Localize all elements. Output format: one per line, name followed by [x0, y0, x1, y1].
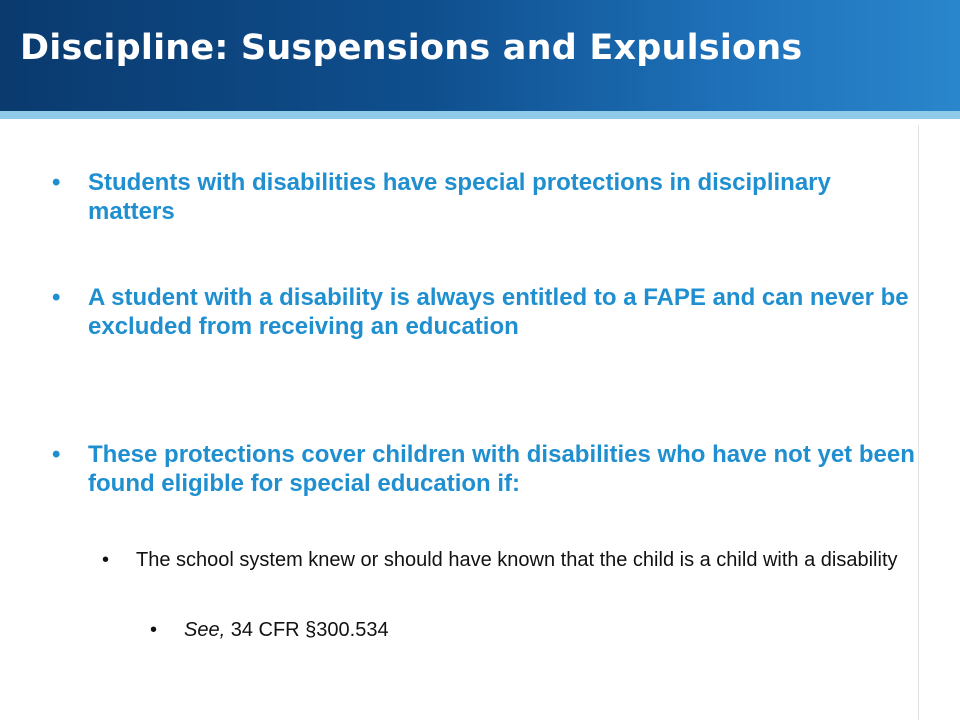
bullet-marker: •: [52, 284, 61, 311]
citation-bullet: [150, 618, 884, 642]
bullet-fape-entitlement: [52, 283, 918, 341]
sub-bullet-text: The school system knew or should have known that the child is a child with a disability: [136, 549, 898, 571]
bullet-marker: •: [52, 169, 61, 196]
citation-reference: 34 CFR §300.534: [225, 619, 389, 641]
bullet-marker: •: [102, 549, 110, 571]
bullet-marker: •: [52, 441, 61, 468]
bullet-marker: •: [150, 619, 158, 641]
bullet-special-protections: [52, 168, 908, 226]
bullet-text: A student with a disability is always entitled to a FAPE and can never be excluded from receiving an education: [88, 284, 909, 340]
bullet-text: These protections cover children with disabilities who have not yet been found eligible for special education if:: [88, 441, 915, 497]
bullet-text: Students with disabilities have special protections in disciplinary matters: [88, 169, 831, 225]
slide-title: Discipline: Suspensions and Expulsions: [20, 28, 803, 68]
bullet-protections-coverage: [52, 440, 918, 498]
sub-bullet-school-knew: [102, 548, 914, 572]
citation-signal: See,: [184, 619, 226, 641]
